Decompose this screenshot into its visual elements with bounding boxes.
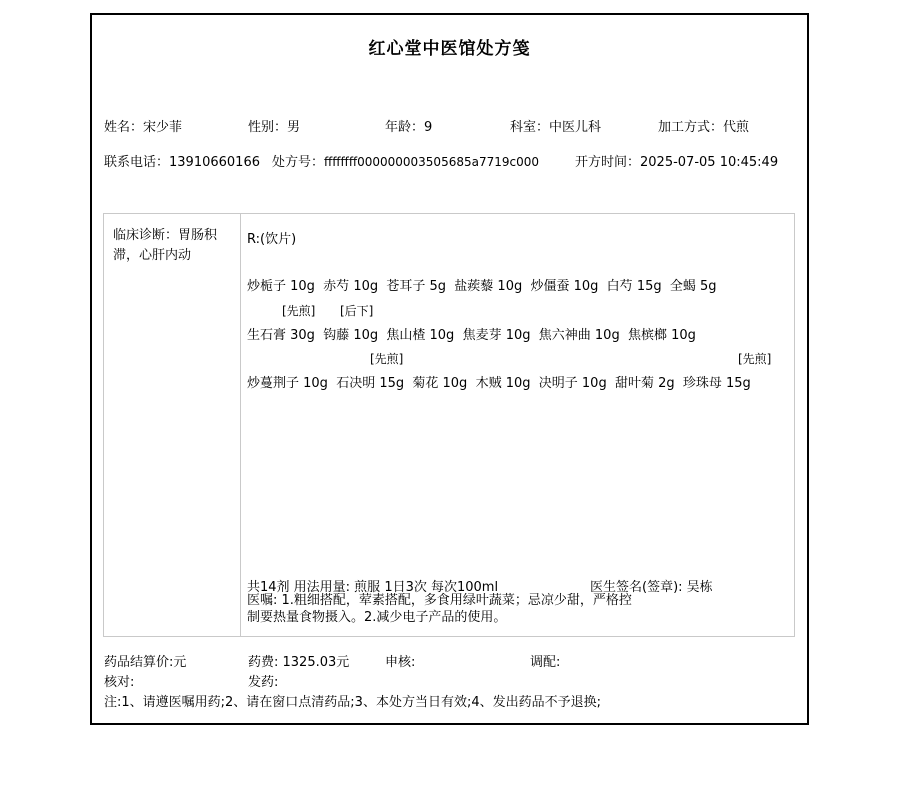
field-prescription-number <box>272 151 539 170</box>
field-label: 性别： <box>248 120 288 135</box>
page-title: 红心堂中医馆处方笺 <box>368 39 531 59</box>
issue-drug-field: 发药: <box>248 675 279 690</box>
field-value: 2025-07-05 10:45:49 <box>640 155 779 170</box>
herb-line-3: 炒蔓荆子 10g 石决明 15g 菊花 10g 木贼 10g 决明子 10g 甜叶菊 2g 珍珠母 15g <box>247 376 751 391</box>
field-label: 处方号： <box>272 155 325 170</box>
field-label: 姓名： <box>104 120 144 135</box>
field-label: 联系电话： <box>104 155 170 170</box>
usage-line: 共14剂 用法用量: 煎服 1日3次 每次100ml <box>247 580 499 595</box>
field-phone <box>104 151 260 170</box>
field-label: 加工方式： <box>658 120 724 135</box>
decoction-tag-xianjian-3: [先煎] <box>738 352 772 366</box>
decoction-tag-houxia: [后下] <box>340 304 374 318</box>
field-label: 年龄： <box>385 120 425 135</box>
field-value: 代煎 <box>723 120 750 135</box>
medical-advice: 医嘱: 1.粗细搭配，荤素搭配，多食用绿叶蔬菜；忌凉少甜，严格控制要热量食物摄入。2.减少电子产品的使用。 <box>247 593 632 625</box>
doctor-signature: 医生签名(签章): 吴栋 <box>590 580 713 595</box>
herb-line-1: 炒栀子 10g 赤芍 10g 苍耳子 5g 盐蒺藜 10g 炒僵蚕 10g 白芍 15g 全蝎 5g <box>247 279 717 294</box>
field-age <box>385 116 432 135</box>
herb-line-2: 生石膏 30g 钩藤 10g 焦山楂 10g 焦麦芽 10g 焦六神曲 10g 焦槟榔 10g <box>247 328 696 343</box>
dispense-blend-field: 调配: <box>530 655 561 670</box>
check-field: 核对: <box>104 675 135 690</box>
clinical-diagnosis-cell <box>104 214 241 636</box>
field-value: 男 <box>287 120 301 135</box>
field-department <box>510 116 601 135</box>
drug-fee-field: 药费: 1325.03元 <box>248 655 350 670</box>
rx-content-cell <box>241 214 794 636</box>
field-value: 13910660166 <box>169 155 260 170</box>
field-gender <box>248 116 300 135</box>
diagnosis-value: 胃肠积滞，心肝内动 <box>113 228 218 263</box>
note-line: 注:1、请遵医嘱用药;2、请在窗口点清药品;3、本处方当日有效;4、发出药品不予退换; <box>104 695 601 710</box>
decoction-tag-xianjian-1: [先煎] <box>282 304 316 318</box>
field-value: 宋少菲 <box>143 120 183 135</box>
settlement-price-field: 药品结算价:元 <box>104 655 187 670</box>
field-label: 科室： <box>510 120 550 135</box>
decoction-tag-xianjian-2: [先煎] <box>370 352 404 366</box>
field-value: ffffffff000000003505685a7719c000 <box>324 155 540 169</box>
field-patient-name <box>104 116 182 135</box>
field-value: 9 <box>424 120 433 135</box>
field-label: 开方时间： <box>575 155 641 170</box>
rx-header: R:(饮片) <box>247 232 297 247</box>
field-prescription-time <box>575 151 778 170</box>
review-field: 申核: <box>385 655 416 670</box>
field-processing-method <box>658 116 749 135</box>
diagnosis-label: 临床诊断： <box>113 228 179 243</box>
field-value: 中医儿科 <box>549 120 602 135</box>
prescription-body <box>103 213 795 637</box>
